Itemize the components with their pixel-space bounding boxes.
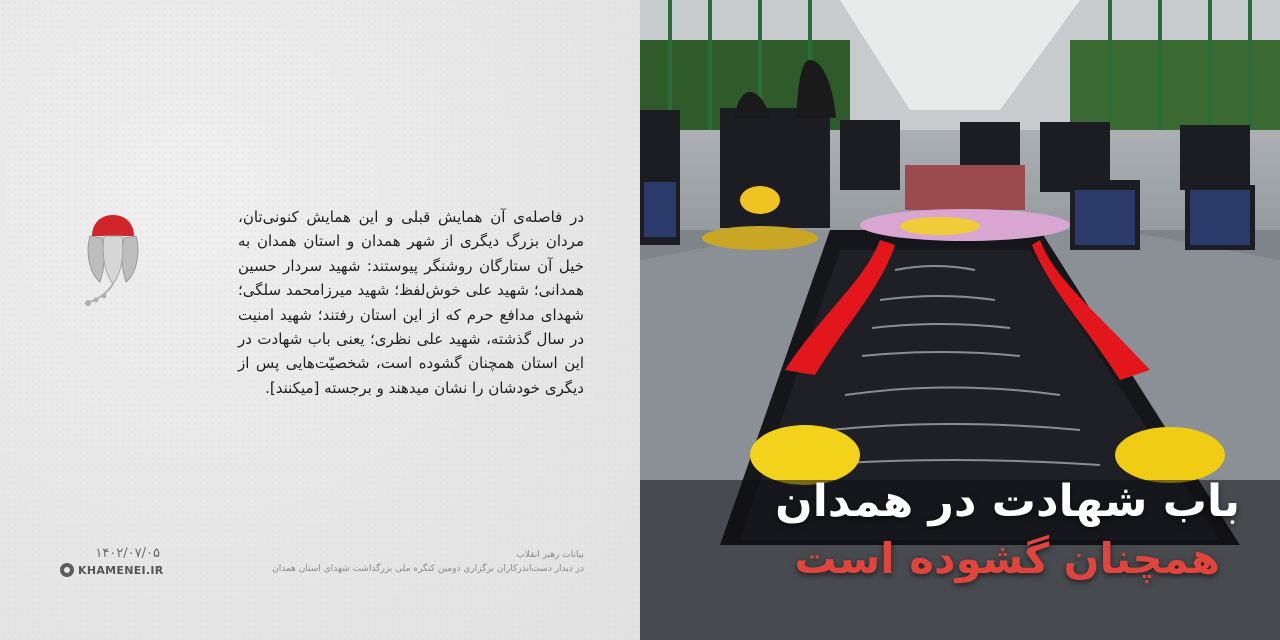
- source-description: در دیدار دست‌اندرکاران برگزاری دومین کنگره ملی بزرگداشت شهدای استان همدان: [272, 564, 584, 574]
- site-name: KHAMENEI.IR: [78, 563, 164, 577]
- tulip-logo-icon: [78, 210, 148, 310]
- photo-panel: [640, 0, 1280, 640]
- source-caption: [238, 548, 584, 576]
- publish-date: ۱۴۰۲/۰۷/۰۵: [95, 546, 160, 561]
- khamenei-logo-icon: [60, 563, 74, 577]
- source-title: بیانات رهبر انقلاب: [516, 550, 584, 560]
- photo-headline: باب شهادت در همدان: [775, 476, 1240, 527]
- photo-subheadline: همچنان گشوده است: [794, 534, 1220, 583]
- quote-text: در فاصله‌ی آن همایش قبلی و این همایش کنونی‌تان، مردان بزرگ دیگری از شهر همدان و استان همدان به خیل آن ستارگان روشنگر پیوستند: شهید سردار حسین همدانی؛ شهید علی خوش‌لفظ؛ شهید میرزامحمد سلگی؛ شهدای مدافع حرم که از این استان رفتند؛ شهید امنیت در سال گذشته، شهید علی نظری؛ یعنی باب شهادت در این استان همچنان گشوده است، شخصیّت‌هایی پس از دیگری خودشان را نشان میدهند و برجسته [میکنند].: [238, 208, 584, 397]
- brand-block: [60, 546, 164, 577]
